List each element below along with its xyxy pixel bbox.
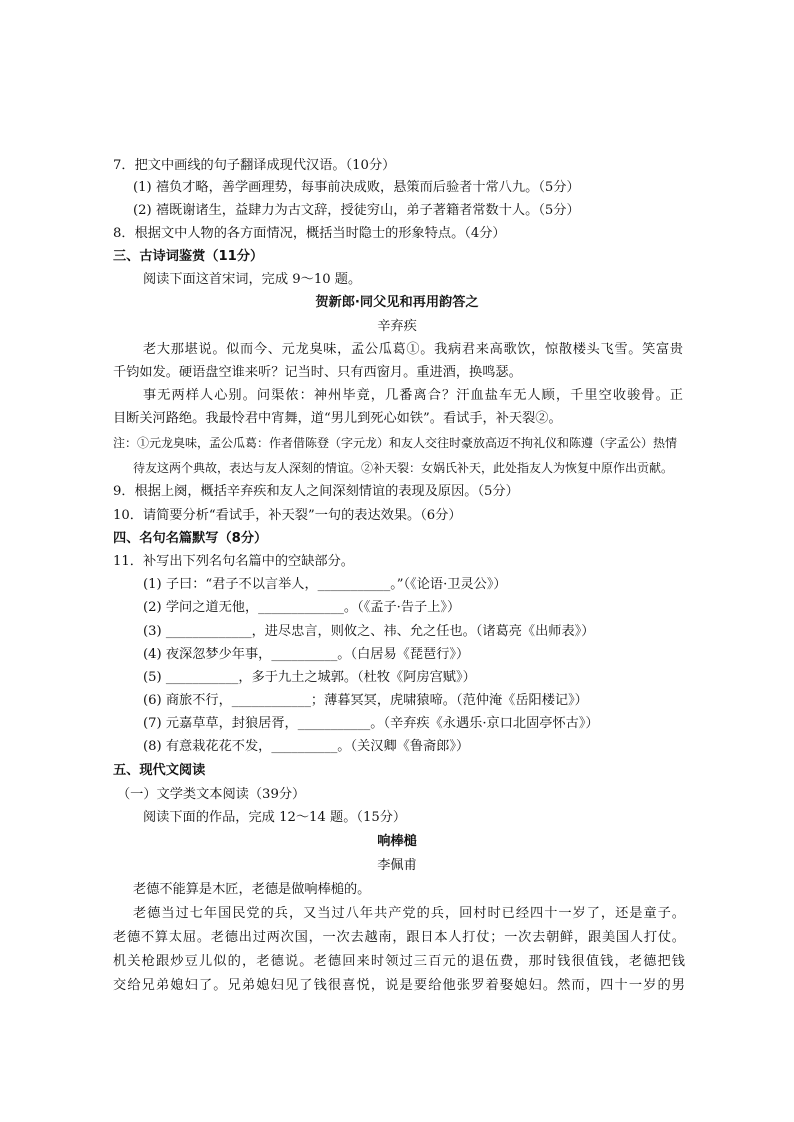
poem-note-line-1: 注：①元龙臭味，孟公瓜葛：作者借陈登（字元龙）和友人交往时豪放高迈不拘礼仪和陈遵（字孟公）热情 [113, 436, 678, 450]
poem-line: 目断关河路绝。我最怜君中宵舞，道“男儿到死心如铁”。看试手，补天裂②。 [113, 411, 562, 426]
section-5-intro: 阅读下面的作品，完成 12～14 题。（15分） [143, 810, 407, 825]
story-paragraph: 交给兄弟媳妇了。兄弟媳妇见了钱很喜悦，说是要给他张罗着娶媳妇。然而，四十一岁的男 [113, 978, 685, 993]
poem-note-line-2: 待友这两个典故，表达与友人深刻的情谊。②补天裂：女娲氏补天，此处指友人为恢复中原作出贡献。 [133, 461, 674, 475]
fill-blank-item: (5) ___________，多于九土之城郭。（杜牧《阿房宫赋》） [143, 670, 476, 685]
poem-line: 老大那堪说。似而今、元龙臭味，孟公瓜葛①。我病君来高歌饮，惊散楼头飞雪。笑富贵 [143, 342, 683, 357]
q11: 11．补写出下列名句名篇中的空缺部分。 [113, 554, 354, 569]
poem-line: 千钧如发。硬语盘空谁来听？记当时、只有西窗月。重进酒，换鸣瑟。 [113, 365, 522, 380]
fill-blank-item: (3) _____________，进尽忠言，则攸之、祎、允之任也。（诸葛亮《出师表》） [143, 624, 595, 639]
poem-author: 辛弃疾 [377, 319, 417, 334]
q7-sentence-2: (2) 禧既谢诸生，益肆力为古文辞，授徒穷山，弟子著籍者常数十人。（5分） [133, 203, 580, 218]
story-paragraph: 老德不能算是木匠，老德是做响棒槌的。 [133, 882, 371, 897]
fill-blank-item: (4) 夜深忽梦少年事，__________。（白居易《琵琶行》） [143, 647, 470, 662]
fill-blank-item: (2) 学问之道无他，_____________。（《孟子·告子上》） [143, 600, 461, 615]
q8: 8．根据文中人物的各方面情况，概括当时隐士的形象特点。（4分） [113, 226, 506, 241]
section-3-heading: 三、古诗词鉴赏（11分） [113, 249, 264, 264]
section-4-heading: 四、名句名篇默写（8分） [113, 531, 268, 546]
story-paragraph: 老德当过七年国民党的兵，又当过八年共产党的兵，回村时已经四十一岁了，还是童子。 [133, 906, 685, 921]
story-paragraph: 老德不算太屈。老德出过两次国，一次去越南，跟日本人打仗；一次去朝鲜，跟美国人打仗。 [113, 930, 685, 945]
section-3-intro: 阅读下面这首宋词，完成 9～10 题。 [143, 272, 362, 287]
story-author: 李佩甫 [377, 858, 417, 873]
fill-blank-item: (1) 子曰：“君子不以言举人，___________。”（《论语·卫灵公》） [143, 577, 507, 592]
fill-blank-item: (6) 商旅不行，____________；薄暮冥冥，虎啸猿啼。（范仲淹《岳阳楼记》） [143, 693, 588, 708]
q7-sentence-1: (1) 禧负才略，善学画理势，每事前决成败，悬策而后验者十常八九。（5分） [133, 180, 580, 195]
poem-line: 事无两样人心别。问渠侬：神州毕竟，几番离合？汗血盐车无人顾，千里空收骏骨。正 [143, 388, 683, 403]
section-5-subheading: （一）文学类文本阅读（39分） [117, 787, 306, 802]
poem-title: 贺新郎·同父见和再用韵答之 [315, 295, 479, 310]
q7-title: 7．把文中画线的句子翻译成现代汉语。（10分） [113, 158, 396, 173]
story-paragraph: 机关枪跟炒豆儿似的，老德说。老德回来时领过三百元的退伍费，那时钱很值钱，老德把钱 [113, 954, 685, 969]
q10: 10．请简要分析“看试手，补天裂”一句的表达效果。（6分） [113, 508, 462, 523]
q9: 9．根据上阕，概括辛弃疾和友人之间深刻情谊的表现及原因。（5分） [113, 484, 519, 499]
section-5-heading: 五、现代文阅读 [113, 763, 206, 778]
fill-blank-item: (7) 元嘉草草，封狼居胥，___________。（辛弃疾《永遇乐·京口北固亭怀古》） [143, 716, 599, 731]
fill-blank-item: (8) 有意栽花花不发，__________。（关汉卿《鲁斋郎》） [143, 739, 470, 754]
story-title: 响棒槌 [377, 834, 417, 849]
